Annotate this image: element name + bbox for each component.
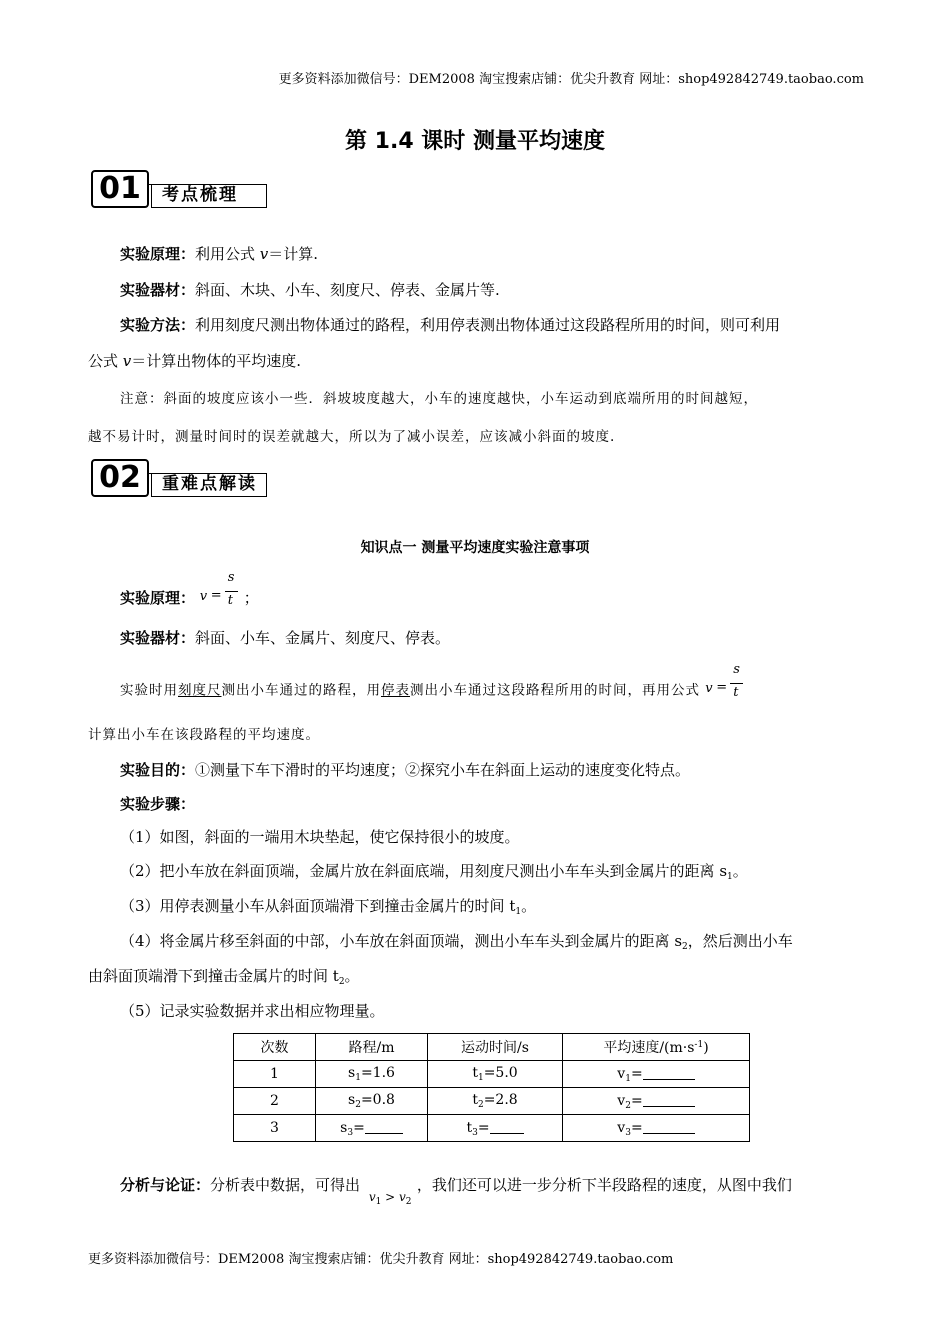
steps-label: 实验步骤： xyxy=(120,795,196,813)
method-line-2: 公式 v＝计算出物体的平均速度. xyxy=(88,352,302,370)
knowledge-point-title: 知识点一 测量平均速度实验注意事项 xyxy=(360,540,590,556)
section-label: 重难点解读 xyxy=(151,473,267,497)
table-header-cell: 路程/m xyxy=(316,1034,428,1061)
method-line-1: 实验方法：利用刻度尺测出物体通过的路程，利用停表测出物体通过这段路程所用的时间，则可利用 xyxy=(120,316,781,334)
principle-line: 实验原理：利用公式 v＝计算. xyxy=(120,245,319,263)
analysis-line: 分析与论证：分析表中数据，可得出 $v_1 > v_2$ ，我们还可以进一步分析下半段路程的速度，从图中我们 xyxy=(120,1176,792,1207)
table-header-row xyxy=(234,1034,750,1061)
velocity-formula-inline: v = s t xyxy=(705,671,745,711)
experiment-line-2: 计算出小车在该段路程的平均速度。 xyxy=(88,727,320,743)
step-1: （1）如图，斜面的一端用木块垫起，使它保持很小的坡度。 xyxy=(120,828,520,846)
experiment-line-1: 实验时用刻度尺测出小车通过的路程，用停表测出小车通过这段路程所用的时间，再用公式 v = s t xyxy=(120,671,745,711)
answer-blank xyxy=(643,1065,695,1080)
equipment-line: 实验器材：斜面、木块、小车、刻度尺、停表、金属片等. xyxy=(120,281,500,299)
table-row: 1 $s_1=1.6$ $t_1=5.0$ $v_1=$ xyxy=(234,1061,750,1088)
answer-blank xyxy=(490,1119,524,1134)
section-number: 01 xyxy=(91,170,149,208)
table-header-cell: 次数 xyxy=(234,1034,316,1061)
note-line-1: 注意：斜面的坡度应该小一些．斜坡坡度越大，小车的速度越快，小车运动到底端所用的时间越短， xyxy=(120,391,758,407)
purpose-line: 实验目的：①测量下车下滑时的平均速度；②探究小车在斜面上运动的速度变化特点。 xyxy=(120,761,691,779)
section-label: 考点梳理 xyxy=(151,184,267,208)
page-title: 第 1.4 课时 测量平均速度 xyxy=(345,129,605,154)
table-row: 2 $s_2=0.8$ $t_2=2.8$ $v_2=$ xyxy=(234,1088,750,1115)
note-line-2: 越不易计时，测量时间时的误差就越大，所以为了减小误差，应该减小斜面的坡度. xyxy=(88,429,616,445)
table-row: 3 $s_3=$ $t_3=$ $v_3=$ xyxy=(234,1115,750,1142)
velocity-formula: v = s t xyxy=(200,579,244,619)
table-header-cell: 运动时间/s xyxy=(428,1034,563,1061)
blank-stopwatch: 停表 xyxy=(381,682,410,699)
answer-blank xyxy=(643,1092,695,1107)
header-note: 更多资料添加微信号：DEM2008 淘宝搜索店铺：优尖升教育 网址：shop492842749.taobao.com xyxy=(278,72,864,87)
step-5: （5）记录实验数据并求出相应物理量。 xyxy=(120,1002,385,1020)
data-table xyxy=(233,1033,750,1142)
step-4: （4）将金属片移至斜面的中部，小车放在斜面顶端，测出小车车头到金属片的距离 $s_2$，然后测出小车 xyxy=(120,932,793,952)
answer-blank xyxy=(643,1119,695,1134)
step-3: （3）用停表测量小车从斜面顶端滑下到撞击金属片的时间 $t_1$。 xyxy=(120,897,537,917)
principle2-line: 实验原理： v = s t ； xyxy=(120,579,259,619)
step-4-cont: 由斜面顶端滑下到撞击金属片的时间 $t_2$。 xyxy=(88,967,360,987)
table-header-cell: 平均速度$/(m\cdot s^{-1})$ xyxy=(563,1034,750,1061)
section-number: 02 xyxy=(91,459,149,497)
velocity-comparison: $v_1 > v_2$ xyxy=(368,1190,412,1207)
blank-ruler: 刻度尺 xyxy=(178,682,222,699)
step-2: （2）把小车放在斜面顶端，金属片放在斜面底端，用刻度尺测出小车车头到金属片的距离 $s_1$。 xyxy=(120,862,748,882)
footer-note: 更多资料添加微信号：DEM2008 淘宝搜索店铺：优尖升教育 网址：shop492842749.taobao.com xyxy=(88,1252,674,1267)
equipment2-line: 实验器材：斜面、小车、金属片、刻度尺、停表。 xyxy=(120,629,451,647)
answer-blank xyxy=(365,1119,403,1134)
